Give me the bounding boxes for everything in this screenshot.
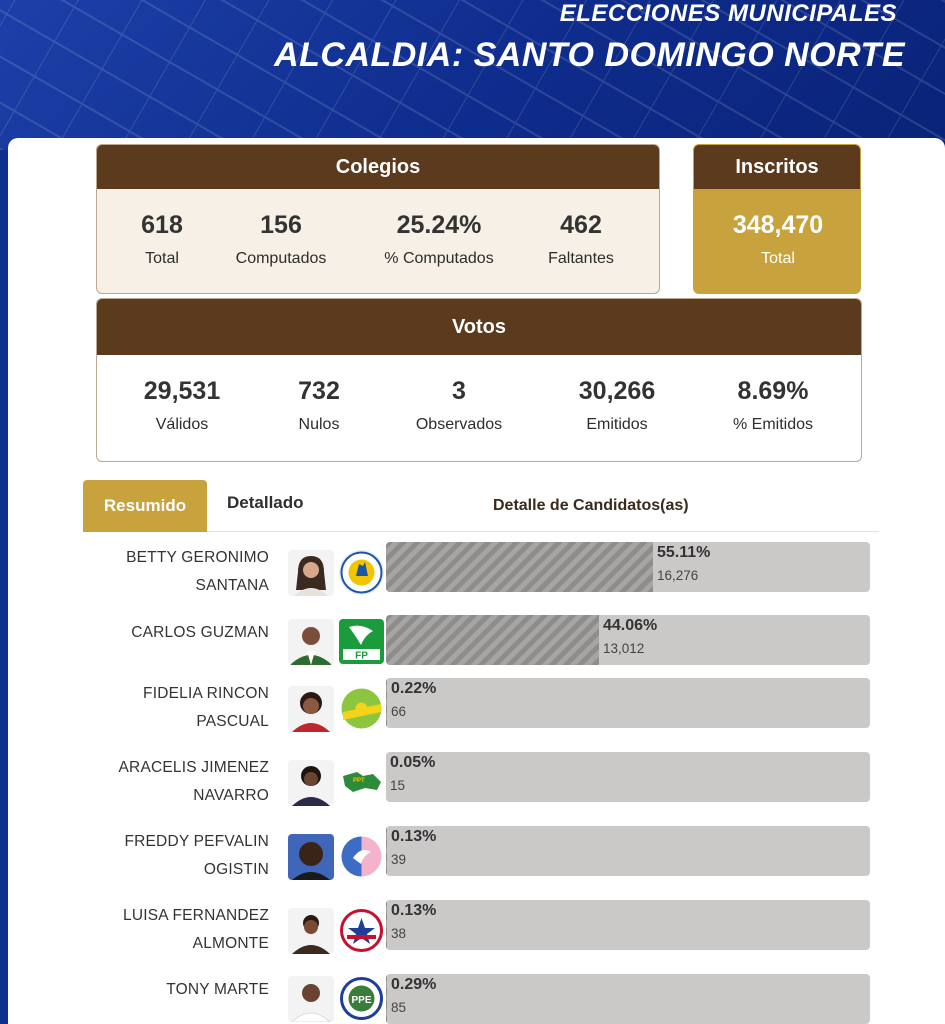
- party-logo: [339, 619, 384, 664]
- stat-value: 348,470: [732, 211, 824, 239]
- votos-pct-emitidos: [709, 377, 837, 434]
- colegios-faltantes: [529, 211, 633, 268]
- stat-value: 156: [260, 211, 302, 239]
- party-logo: [339, 550, 384, 595]
- candidate-row: [8, 613, 945, 669]
- stat-value: 462: [560, 211, 602, 239]
- candidate-row: [8, 826, 945, 882]
- candidate-row: [8, 900, 945, 956]
- votos-validos: [117, 377, 247, 434]
- candidates-detail-title: Detalle de Candidatos(as): [493, 497, 689, 514]
- colegios-total: [117, 211, 207, 268]
- stat-label: Nulos: [298, 416, 340, 433]
- stat-label: Faltantes: [548, 250, 614, 267]
- candidate-percent: 55.11%: [657, 544, 711, 561]
- votos-title: Votos: [97, 299, 861, 355]
- result-bar-fill: [386, 615, 599, 665]
- stat-value: 30,266: [578, 377, 656, 405]
- person-icon: [288, 834, 334, 880]
- stat-label: Total: [761, 250, 795, 267]
- votos-nulos: [269, 377, 369, 434]
- stat-value: 618: [141, 211, 183, 239]
- inscritos-box: [693, 144, 861, 294]
- colegios-computados: [219, 211, 343, 268]
- candidate-votes: 15: [390, 778, 406, 793]
- candidate-row: [8, 752, 945, 808]
- candidate-name: [69, 619, 269, 647]
- stat-value: 29,531: [143, 377, 221, 405]
- candidate-votes: 85: [391, 1000, 407, 1015]
- candidate-name: [69, 902, 269, 958]
- candidate-name: [69, 680, 269, 736]
- party-logo: [339, 834, 384, 879]
- party-abbr: FP: [355, 650, 368, 662]
- candidate-name: [69, 828, 269, 884]
- party-logo: [339, 908, 384, 953]
- ppe-icon: [339, 976, 384, 1021]
- candidate-name-line2: PASCUAL: [196, 713, 269, 730]
- candidate-name-line1: BETTY GERONIMO: [126, 549, 269, 566]
- party-logo: [339, 686, 384, 731]
- candidate-name: [69, 976, 269, 1004]
- person-icon: [288, 686, 334, 732]
- party-logo-icon: [339, 619, 384, 664]
- stat-label: % Computados: [384, 250, 494, 267]
- person-icon: [288, 976, 334, 1022]
- page-title: ALCALDIA: SANTO DOMINGO NORTE: [274, 36, 905, 74]
- candidate-photo: [288, 550, 334, 596]
- colegios-pct-computados: [369, 211, 509, 268]
- stat-value: 3: [452, 377, 466, 405]
- votos-observados: [397, 377, 521, 434]
- person-icon: [288, 908, 334, 954]
- results-panel: [8, 138, 945, 1024]
- stat-label: Total: [145, 250, 179, 267]
- candidate-photo: [288, 834, 334, 880]
- result-bar: [386, 752, 870, 802]
- result-bar: [386, 678, 870, 728]
- candidate-name: [69, 754, 269, 810]
- result-bar-fill: [386, 900, 387, 950]
- result-bar: [386, 826, 870, 876]
- dove-icon: [339, 834, 384, 879]
- result-bar: [386, 974, 870, 1024]
- election-subtitle: ELECCIONES MUNICIPALES: [559, 0, 897, 27]
- stat-value: 732: [298, 377, 340, 405]
- candidate-percent: 44.06%: [603, 617, 658, 634]
- result-bar-fill: [386, 678, 387, 728]
- candidate-name-line1: TONY MARTE: [166, 981, 269, 998]
- candidate-name-line2: NAVARRO: [193, 787, 269, 804]
- votos-box: [96, 298, 862, 462]
- candidate-name-line1: LUISA FERNANDEZ: [123, 907, 269, 924]
- tab-resumido[interactable]: Resumido: [83, 480, 207, 532]
- results-tabs: [83, 480, 879, 532]
- candidate-name-line1: FREDDY PEFVALIN: [124, 833, 269, 850]
- stat-label: Válidos: [155, 416, 209, 433]
- header-banner: [0, 0, 945, 150]
- result-bar-fill: [386, 974, 387, 1024]
- candidate-name-line2: ALMONTE: [192, 935, 269, 952]
- candidate-percent: 0.22%: [391, 680, 437, 697]
- svg-text:PPT: PPT: [353, 778, 365, 784]
- stat-label: Emitidos: [586, 416, 648, 433]
- candidate-photo: [288, 976, 334, 1022]
- party-logo: [339, 760, 384, 805]
- candidate-row: [8, 974, 945, 1024]
- stat-value: 8.69%: [737, 377, 809, 405]
- candidate-name-line1: FIDELIA RINCON: [143, 685, 269, 702]
- stat-label: Observados: [415, 416, 503, 433]
- sun-icon: [339, 686, 384, 731]
- inscritos-total: [694, 211, 861, 268]
- candidate-percent: 0.13%: [391, 828, 437, 845]
- candidate-photo: [288, 686, 334, 732]
- candidate-votes: 39: [391, 852, 407, 867]
- candidate-percent: 0.05%: [390, 754, 436, 771]
- candidate-photo: [288, 760, 334, 806]
- candidate-votes: 13,012: [603, 641, 645, 656]
- candidate-photo: [288, 619, 334, 665]
- result-bar: [386, 900, 870, 950]
- person-icon: [288, 550, 334, 596]
- candidate-name-line2: OGISTIN: [203, 861, 269, 878]
- candidate-votes: 16,276: [657, 568, 699, 583]
- star-icon: [339, 908, 384, 953]
- votos-emitidos: [557, 377, 677, 434]
- person-icon: [288, 619, 334, 665]
- party-logo-icon: [339, 550, 384, 595]
- candidate-name-line1: ARACELIS JIMENEZ: [118, 759, 269, 776]
- candidate-percent: 0.29%: [391, 976, 437, 993]
- map-icon: [339, 760, 384, 805]
- stat-value: 25.24%: [396, 211, 482, 239]
- tab-detallado[interactable]: Detallado: [227, 493, 304, 512]
- candidate-row: [8, 678, 945, 734]
- candidate-votes: 38: [391, 926, 407, 941]
- candidate-row: [8, 538, 945, 594]
- svg-text:PPE: PPE: [351, 995, 372, 1006]
- result-bar-fill: [386, 826, 387, 876]
- candidate-name-line2: SANTANA: [195, 577, 269, 594]
- result-bar-fill: [386, 542, 653, 592]
- person-icon: [288, 760, 334, 806]
- candidate-photo: [288, 908, 334, 954]
- result-bar: [386, 542, 870, 592]
- inscritos-title: Inscritos: [694, 145, 860, 189]
- colegios-box: [96, 144, 660, 294]
- party-logo: [339, 976, 384, 1021]
- colegios-title: Colegios: [97, 145, 659, 189]
- candidate-name-line1: CARLOS GUZMAN: [131, 624, 269, 641]
- candidate-votes: 66: [391, 704, 407, 719]
- candidate-name: [69, 544, 269, 600]
- candidate-percent: 0.13%: [391, 902, 437, 919]
- stat-label: Computados: [235, 250, 327, 267]
- stat-label: % Emitidos: [732, 416, 814, 433]
